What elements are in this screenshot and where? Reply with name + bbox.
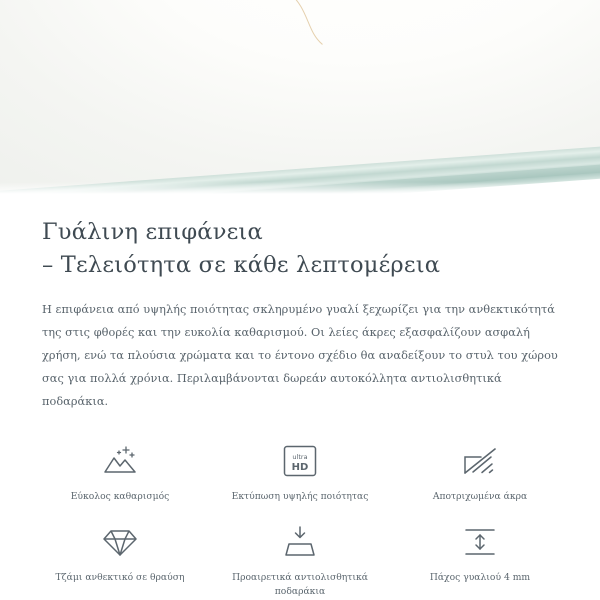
anti-slip-pad-icon bbox=[277, 520, 323, 564]
description-content bbox=[0, 196, 600, 413]
feature-label: Εύκολος καθαρισμός bbox=[70, 491, 170, 502]
polished-edges-icon bbox=[457, 439, 503, 483]
svg-text:HD: HD bbox=[291, 462, 309, 473]
feature-grid bbox=[0, 439, 600, 599]
hero-image bbox=[0, 0, 600, 196]
feature-item bbox=[210, 520, 390, 599]
feature-label: Εκτύπωση υψηλής ποιότητας bbox=[231, 491, 369, 502]
feature-item bbox=[30, 439, 210, 504]
thickness-icon bbox=[457, 520, 503, 564]
headline-line-1: Γυάλινη επιφάνεια bbox=[42, 219, 263, 245]
ultra-hd-icon bbox=[277, 439, 323, 483]
feature-label: Προαιρετικά αντιολισθητικά ποδαράκια bbox=[232, 572, 368, 597]
headline-line-2: – Τελειότητα σε κάθε λεπτομέρεια bbox=[42, 252, 441, 278]
description-paragraph: Η επιφάνεια από υψηλής ποιότητας σκληρυμένο γυαλί ξεχωρίζει για την ανθεκτικότητά της στις φθορές και την ευκολία καθαρισμού. Οι λείες άκρες εξασφαλίζουν ασφαλή χρήση, ενώ τα πλούσια χρώματα και το έντονο σχέδιο θα αναδείξουν το στυλ του χώρου σας για πολλά χρόνια. Περιλαμβάνονται δωρεάν αυτοκόλλητα αντιολισθητικά ποδαράκια. bbox=[42, 303, 558, 408]
feature-label: Αποτριχωμένα άκρα bbox=[432, 491, 528, 502]
diamond-icon bbox=[97, 520, 143, 564]
feature-item bbox=[390, 520, 570, 599]
easy-clean-icon bbox=[97, 439, 143, 483]
feature-item bbox=[210, 439, 390, 504]
feature-label: Τζάμι ανθεκτικό σε θραύση bbox=[55, 572, 185, 583]
hero-bottom-fade bbox=[0, 182, 600, 196]
feature-item bbox=[30, 520, 210, 599]
feature-item bbox=[390, 439, 570, 504]
svg-text:ultra: ultra bbox=[292, 453, 308, 461]
page-title bbox=[42, 216, 558, 282]
feature-label: Πάχος γυαλιού 4 mm bbox=[429, 572, 531, 583]
